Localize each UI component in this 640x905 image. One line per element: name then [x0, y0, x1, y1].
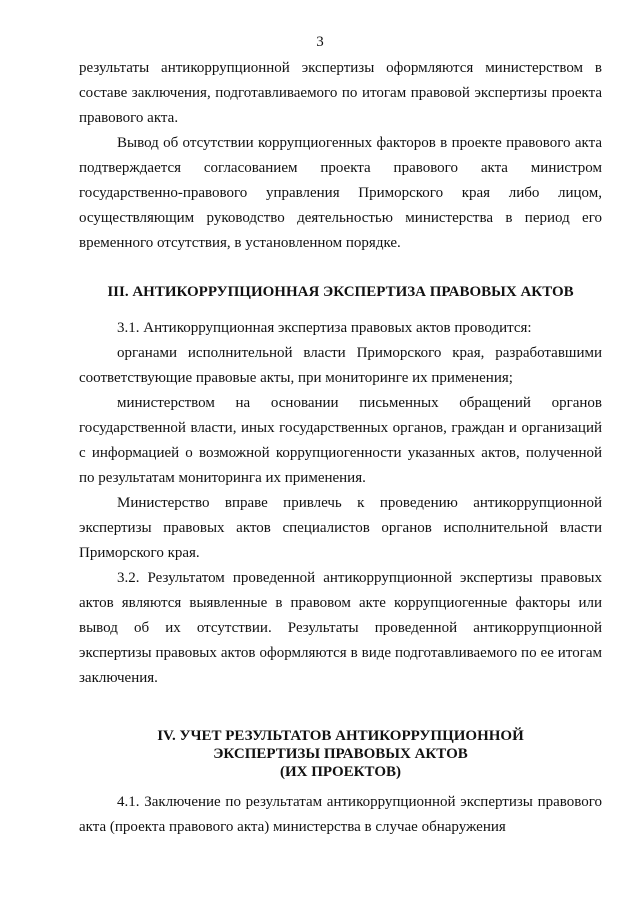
section-4-body: [79, 790, 602, 840]
paragraph: 4.1. Заключение по результатам антикоррупционной экспертизы правового акта (проекта правового акта) министерства в случае обнаружения: [79, 794, 602, 835]
paragraph: результаты антикоррупционной экспертизы оформляются министерством в составе заключения, подготавливаемого по итогам правовой экспертизы проекта правового акта.: [79, 60, 602, 126]
section-3-heading: III. АНТИКОРРУПЦИОННАЯ ЭКСПЕРТИЗА ПРАВОВЫХ АКТОВ: [107, 284, 574, 300]
paragraph: 3.1. Антикоррупционная экспертиза правовых актов проводится:: [117, 320, 532, 336]
section-3-body: [79, 316, 602, 691]
page-number: 3: [316, 34, 324, 50]
section-4-heading-line: ЭКСПЕРТИЗЫ ПРАВОВЫХ АКТОВ: [213, 746, 468, 762]
section-4-heading: [79, 727, 602, 781]
section-4-heading-line: (ИХ ПРОЕКТОВ): [279, 764, 401, 780]
block1-body: [79, 56, 602, 256]
paragraph: 3.2. Результатом проведенной антикоррупционной экспертизы правовых актов являются выявленные в правовом акте коррупциогенные факторы или вывод об их отсутствии. Результаты проведенной антикоррупционной экспертизы правовых актов оформляются в виде подготавливаемого по ее итогам заключения.: [79, 570, 602, 686]
section-4-heading-wrap: [79, 727, 602, 781]
paragraph: органами исполнительной власти Приморского края, разработавшими соответствующие правовые акты, при мониторинге их применения;: [79, 345, 602, 386]
paragraph: Вывод об отсутствии коррупциогенных факторов в проекте правового акта подтверждается согласованием проекта правового акта министром государственно-правового управления Приморского края либо лицом, осуществляющим руководство деятельностью министерства в период его временного отсутствия, в установленном порядке.: [79, 135, 602, 251]
paragraph: Министерство вправе привлечь к проведению антикоррупционной экспертизы правовых актов специалистов органов исполнительной власти Приморского края.: [79, 495, 602, 561]
paragraph: министерством на основании письменных обращений органов государственной власти, иных государственных органов, граждан и организаций с информацией о возможной коррупциогенности указанных актов, полученной по результатам мониторинга их применения.: [79, 395, 602, 486]
section-4-heading-line: IV. УЧЕТ РЕЗУЛЬТАТОВ АНТИКОРРУПЦИОННОЙ: [157, 728, 524, 744]
section-3-heading-wrap: [79, 283, 602, 301]
